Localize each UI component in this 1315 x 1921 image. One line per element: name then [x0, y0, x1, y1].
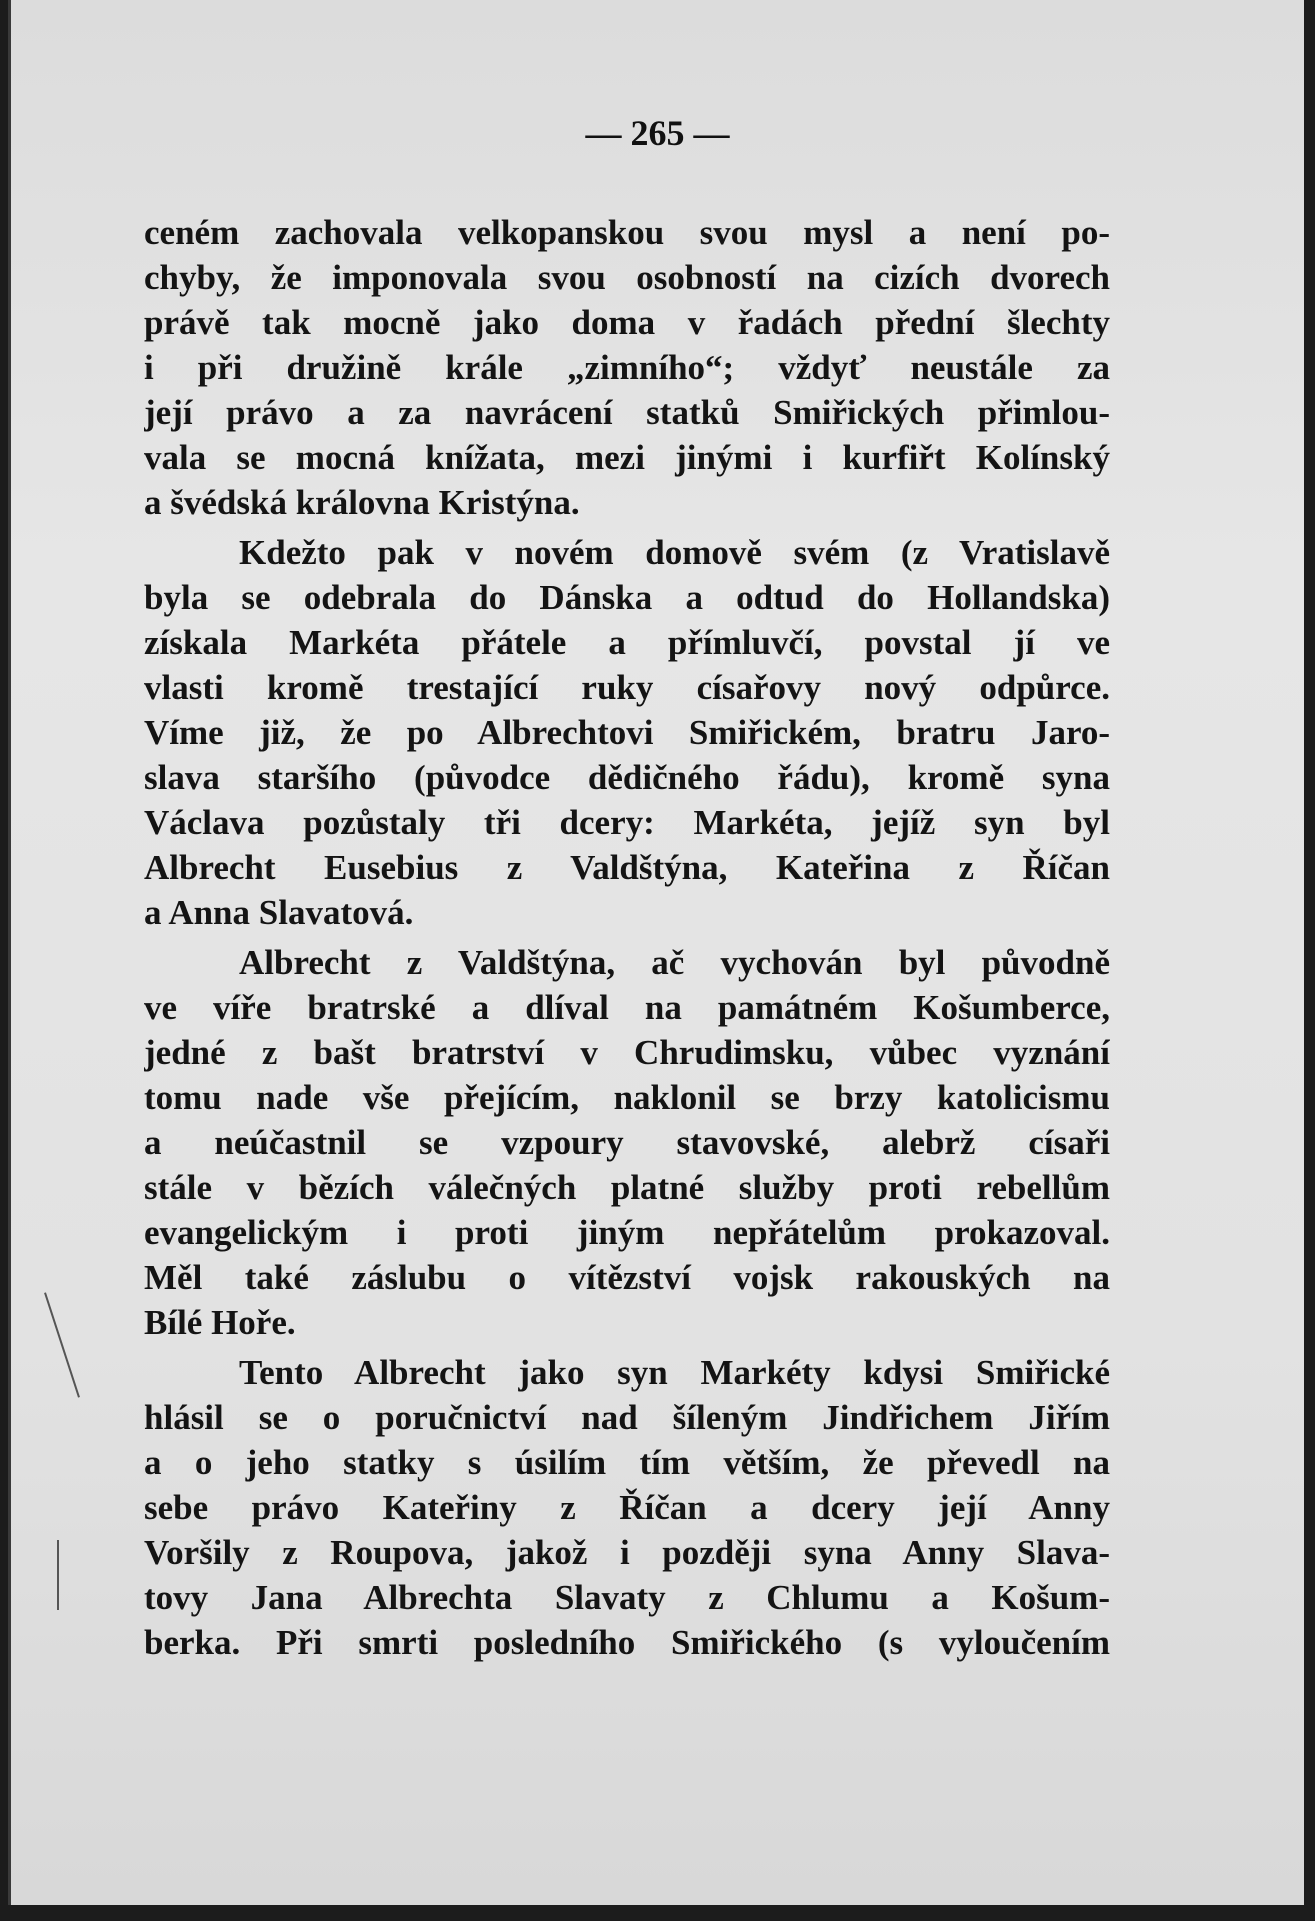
text-line: hlásil se o poručnictví nad šíleným Jindřichem Jiřím: [144, 1398, 1110, 1437]
text-line: její právo a za navrácení statků Smiřických přimlou-: [144, 393, 1110, 432]
text-line: byla se odebrala do Dánska a odtud do Hollandska): [144, 578, 1110, 617]
text-line: tovy Jana Albrechta Slavaty z Chlumu a Košum-: [144, 1578, 1110, 1617]
paragraph-4: [144, 1350, 1110, 1665]
text-line: získala Markéta přátele a přímluvčí, povstal jí ve: [144, 623, 1110, 662]
paragraph-2: [144, 530, 1110, 935]
text-line: Bílé Hoře.: [144, 1303, 296, 1342]
text-line: a neúčastnil se vzpoury stavovské, alebrž císaři: [144, 1123, 1110, 1162]
text-line: Víme již, že po Albrechtovi Smiřickém, bratru Jaro-: [144, 713, 1110, 752]
text-line: Václava pozůstaly tři dcery: Markéta, jejíž syn byl: [144, 803, 1110, 842]
text-line: tomu nade vše přejícím, naklonil se brzy katolicismu: [144, 1078, 1110, 1117]
text-line: jedné z bašt bratrství v Chrudimsku, vůbec vyznání: [144, 1033, 1110, 1072]
margin-scratch-mark: [44, 1292, 80, 1397]
text-line: a Anna Slavatová.: [144, 893, 414, 932]
text-line: i při družině krále „zimního“; vždyť neustále za: [144, 348, 1110, 387]
margin-scratch-mark: [57, 1540, 59, 1610]
text-line: Albrecht Eusebius z Valdštýna, Kateřina z Říčan: [144, 848, 1110, 887]
text-line: chyby, že imponovala svou osobností na cizích dvorech: [144, 258, 1110, 297]
paragraph-3: [144, 940, 1110, 1345]
text-line: berka. Při smrti posledního Smiřického (s vyloučením: [144, 1623, 1110, 1662]
text-line: Měl také záslubu o vítězství vojsk rakouských na: [144, 1258, 1110, 1297]
text-line: Tento Albrecht jako syn Markéty kdysi Smiřické: [239, 1353, 1110, 1392]
text-line: sebe právo Kateřiny z Říčan a dcery její Anny: [144, 1488, 1110, 1527]
text-line: Albrecht z Valdštýna, ač vychován byl původně: [239, 943, 1110, 982]
text-line: ve víře bratrské a dlíval na památném Košumberce,: [144, 988, 1110, 1027]
text-line: stále v bězích válečných platné služby proti rebellům: [144, 1168, 1110, 1207]
page-number: — 265 —: [585, 113, 730, 153]
text-line: vlasti kromě trestající ruky císařovy nový odpůrce.: [144, 668, 1110, 707]
book-page: [8, 0, 1304, 1905]
text-line: a o jeho statky s úsilím tím větším, že převedl na: [144, 1443, 1110, 1482]
text-line: Kdežto pak v novém domově svém (z Vratislavě: [239, 533, 1110, 572]
paragraph-1: [144, 210, 1110, 525]
text-line: a švédská královna Kristýna.: [144, 483, 580, 522]
text-line: slava staršího (původce dědičného řádu), kromě syna: [144, 758, 1110, 797]
text-line: vala se mocná knížata, mezi jinými i kurfiřt Kolínský: [144, 438, 1110, 477]
text-line: Voršily z Roupova, jakož i později syna Anny Slava-: [144, 1533, 1110, 1572]
text-line: právě tak mocně jako doma v řadách přední šlechty: [144, 303, 1110, 342]
text-line: ceném zachovala velkopanskou svou mysl a není po-: [144, 213, 1110, 252]
text-line: evangelickým i proti jiným nepřátelům prokazoval.: [144, 1213, 1110, 1252]
